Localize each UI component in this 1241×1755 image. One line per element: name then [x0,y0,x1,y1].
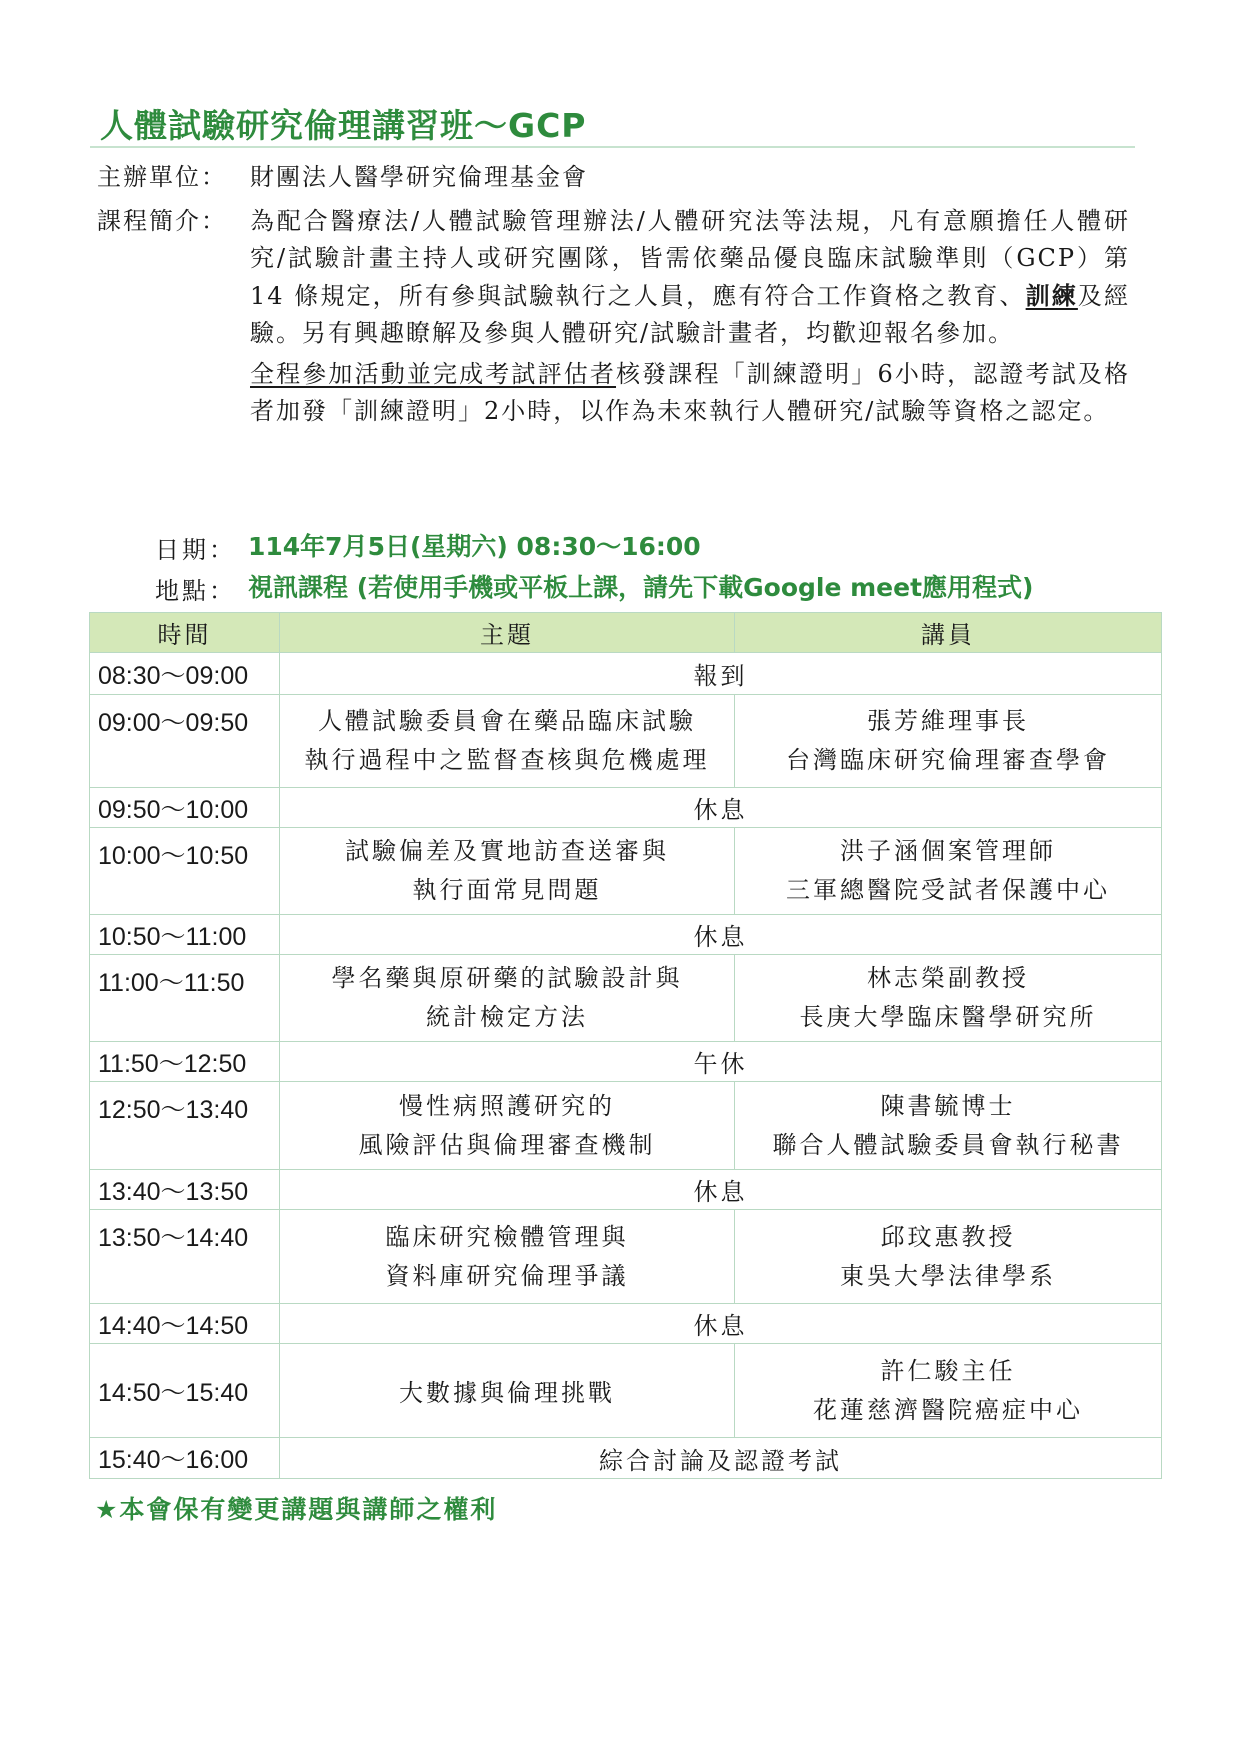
table-row [90,1210,1162,1304]
row-time: 11:00～11:50 [90,955,280,1042]
table-row [90,915,1162,955]
row-topic: 慢性病照護研究的 風險評估與倫理審查機制 [280,1082,735,1170]
table-row [90,828,1162,915]
header-topic: 主題 [280,613,735,653]
row-time: 10:50～11:00 [90,915,280,955]
row-speaker: 許仁駿主任 花蓮慈濟醫院癌症中心 [735,1344,1162,1438]
header-time: 時間 [90,613,280,653]
table-row [90,1170,1162,1210]
training-emphasis: 訓練 [1025,281,1078,310]
row-time: 09:00～09:50 [90,695,280,788]
intro-paragraph-1: 為配合醫療法/人體試驗管理辦法/人體研究法等法規，凡有意願擔任人體研究/試驗計畫主持人或研究團隊，皆需依藥品優良臨床試驗準則（GCP）第 14 條規定，所有參與試驗執行之人員，應有符合工作資格之教育、訓練及經驗。另有興趣瞭解及參與人體研究/試驗計畫者，均歡迎報名參加。 [250,207,1131,347]
table-row [90,955,1162,1042]
row-topic: 人體試驗委員會在藥品臨床試驗 執行過程中之監督查核與危機處理 [280,695,735,788]
row-span: 休息 [280,1170,1162,1210]
row-time: 14:50～15:40 [90,1344,280,1438]
table-row [90,695,1162,788]
completion-requirement: 全程參加活動並完成考試評估者 [250,360,617,388]
table-row [90,1304,1162,1344]
row-time: 13:50～14:40 [90,1210,280,1304]
table-header-row [90,613,1162,653]
intro-paragraph-2: 全程參加活動並完成考試評估者核發課程「訓練證明」6小時，認證考試及格者加發「訓練證明」2小時，以作為未來執行人體研究/試驗等資格之認定。 [250,360,1131,425]
row-speaker: 陳書毓博士 聯合人體試驗委員會執行秘書 [735,1082,1162,1170]
organizer-label: 主辦單位： [97,163,227,191]
location-label: 地點： [155,577,236,605]
row-topic: 大數據與倫理挑戰 [280,1344,735,1438]
table-row [90,1082,1162,1170]
page-title: 人體試驗研究倫理講習班～GCP [100,106,587,145]
footnote: ★本會保有變更講題與講師之權利 [95,1495,498,1524]
row-time: 08:30～09:00 [90,653,280,695]
row-span: 綜合討論及認證考試 [280,1438,1162,1479]
row-time: 14:40～14:50 [90,1304,280,1344]
organizer-value: 財團法人醫學研究倫理基金會 [250,163,588,191]
row-time: 15:40～16:00 [90,1438,280,1479]
table-row [90,1344,1162,1438]
date-label: 日期： [155,536,236,564]
row-span: 休息 [280,788,1162,828]
table-row [90,1042,1162,1082]
title-divider [90,146,1135,148]
row-time: 11:50～12:50 [90,1042,280,1082]
row-topic: 學名藥與原研藥的試驗設計與 統計檢定方法 [280,955,735,1042]
row-topic: 臨床研究檢體管理與 資料庫研究倫理爭議 [280,1210,735,1304]
table-row [90,653,1162,695]
row-time: 09:50～10:00 [90,788,280,828]
location-value: 視訊課程 (若使用手機或平板上課，請先下載Google meet應用程式) [248,573,1034,602]
schedule-table [89,612,1162,1479]
row-span: 午休 [280,1042,1162,1082]
row-time: 12:50～13:40 [90,1082,280,1170]
date-value: 114年7月5日(星期六) 08:30～16:00 [248,532,701,561]
header-speaker: 講員 [735,613,1162,653]
row-speaker: 洪子涵個案管理師 三軍總醫院受試者保護中心 [735,828,1162,915]
intro-label: 課程簡介： [97,207,227,235]
row-span: 報到 [280,653,1162,695]
row-span: 休息 [280,1304,1162,1344]
table-row [90,788,1162,828]
row-speaker: 林志榮副教授 長庚大學臨床醫學研究所 [735,955,1162,1042]
row-speaker: 張芳維理事長 台灣臨床研究倫理審查學會 [735,695,1162,788]
row-time: 10:00～10:50 [90,828,280,915]
table-row [90,1438,1162,1479]
row-span: 休息 [280,915,1162,955]
row-topic: 試驗偏差及實地訪查送審與 執行面常見問題 [280,828,735,915]
row-time: 13:40～13:50 [90,1170,280,1210]
row-speaker: 邱玟惠教授 東吳大學法律學系 [735,1210,1162,1304]
